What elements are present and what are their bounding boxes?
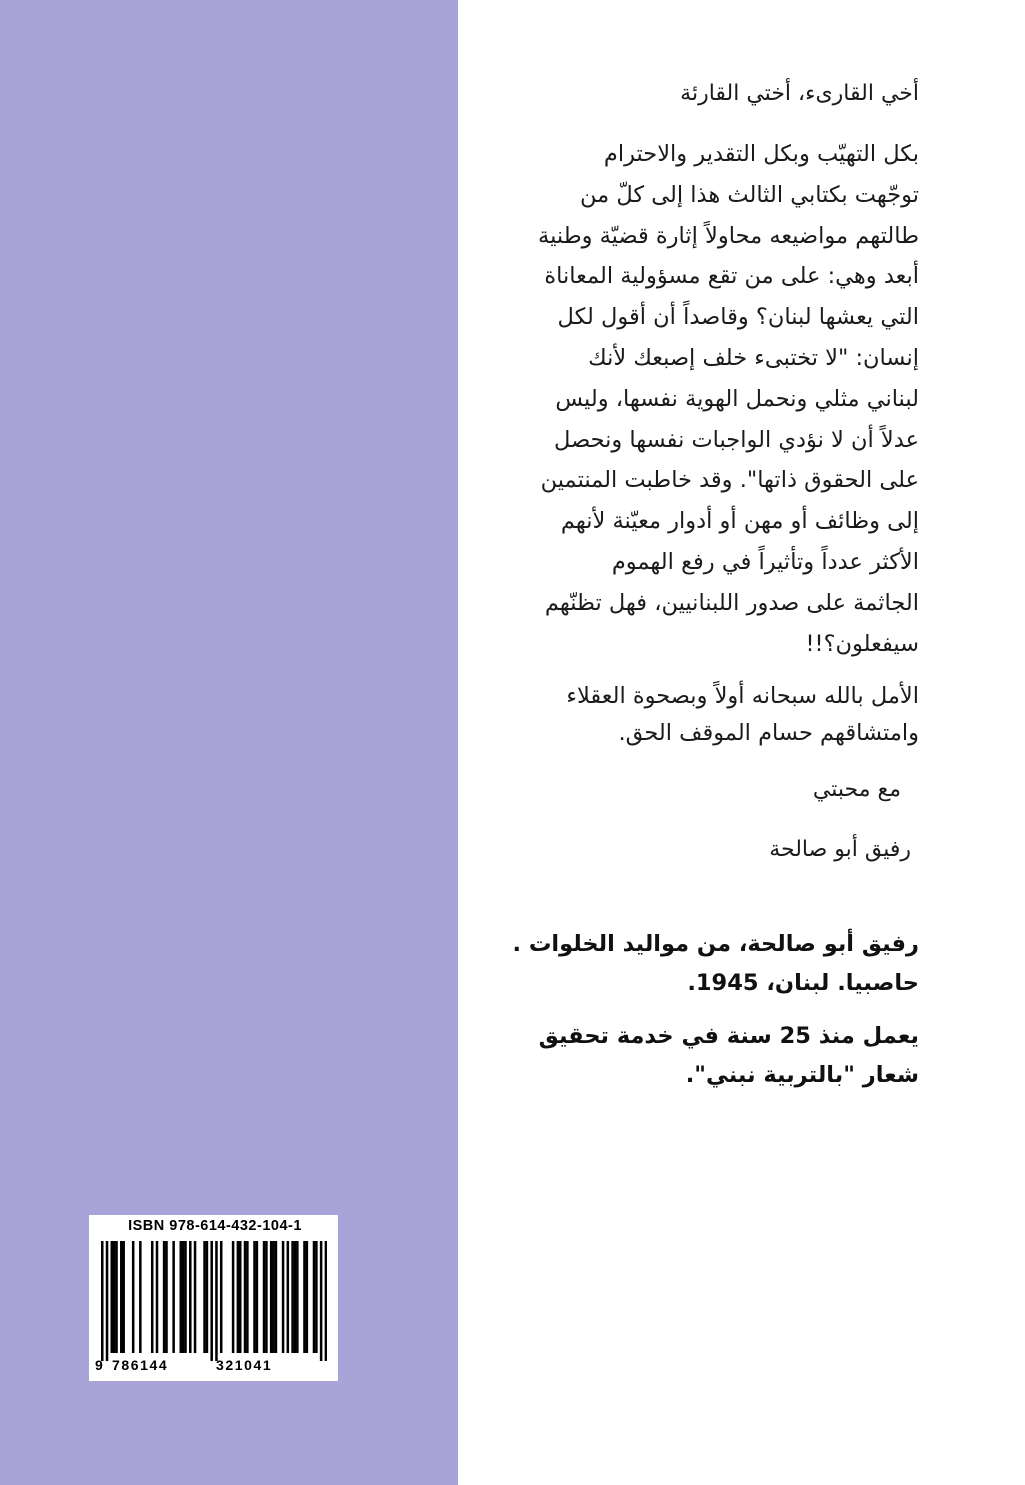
message-line: سيفعلون؟!! — [805, 630, 919, 657]
message-line: التي يعشها لبنان؟ وقاصداً أن أقول لكل — [557, 304, 919, 331]
barcode-bar — [246, 1241, 249, 1353]
hope-paragraph — [478, 678, 919, 752]
barcode-bar — [220, 1241, 223, 1353]
closing-line: مع محبتي — [812, 777, 901, 803]
barcode-bar — [263, 1241, 266, 1353]
barcode-bar — [203, 1241, 206, 1353]
barcode-bar — [296, 1241, 299, 1353]
message-line: عدلاً أن لا نؤدي الواجبات نفسها ونحصل — [554, 426, 919, 453]
barcode-bars — [101, 1241, 327, 1361]
barcode-bar — [113, 1241, 116, 1353]
barcode-bar — [282, 1241, 285, 1353]
barcode-bar — [232, 1241, 235, 1353]
barcode-bar — [315, 1241, 318, 1353]
message-line: إنسان: "لا تختبىء خلف إصبعك لأنك — [588, 344, 919, 371]
barcode-bar — [239, 1241, 242, 1353]
barcode-bar — [165, 1241, 168, 1353]
barcode-bar — [215, 1241, 218, 1361]
barcode-bar — [253, 1241, 256, 1353]
barcode-bar — [272, 1241, 275, 1353]
bio-paragraph — [478, 1017, 919, 1095]
message-line: الأكثر عدداً وتأثيراً في رفع الهموم — [611, 548, 919, 575]
ean-first-digit: 9 — [95, 1357, 103, 1373]
barcode-bar — [106, 1241, 109, 1361]
message-line: طالتهم مواضيعه محاولاً إثارة قضيّة وطنية — [538, 222, 919, 249]
barcode-bar — [306, 1241, 309, 1353]
barcode-bar — [172, 1241, 175, 1353]
barcode-bar — [206, 1241, 209, 1353]
message-line: بكل التهيّب وبكل التقدير والاحترام — [603, 141, 919, 167]
message-line: توجّهت بكتابي الثالث هذا إلى كلّ من — [580, 181, 919, 208]
hope-line: وامتشاقهم حسام الموقف الحق. — [618, 720, 919, 747]
barcode-bar — [256, 1241, 259, 1353]
barcode-bar — [194, 1241, 197, 1353]
bio-line: يعمل منذ 25 سنة في خدمة تحقيق — [538, 1023, 919, 1049]
barcode-bar — [244, 1241, 247, 1353]
barcode-bar — [101, 1241, 104, 1361]
message-line: الجاثمة على صدور اللبنانيين، فهل تظنّهم — [544, 589, 919, 616]
bio-line: رفيق أبو صالحة، من مواليد الخلوات . — [512, 931, 919, 957]
ean-right-group: 321041 — [216, 1357, 273, 1373]
author-bio — [478, 925, 919, 1109]
barcode-bar — [156, 1241, 159, 1353]
message-line: لبناني مثلي ونحمل الهوية نفسها، وليس — [555, 385, 919, 412]
barcode-bar — [163, 1241, 166, 1353]
barcode-bar — [313, 1241, 316, 1353]
ean-left-group: 786144 — [112, 1357, 169, 1373]
bio-line: شعار "بالتربية نبني". — [685, 1062, 919, 1088]
barcode-bar — [303, 1241, 306, 1353]
isbn-label: ISBN 978-614-432-104-1 — [128, 1218, 302, 1234]
ean-digits — [95, 1357, 335, 1377]
author-signature: رفيق أبو صالحة — [769, 837, 911, 863]
barcode-bar — [180, 1241, 183, 1353]
bio-line: حاصبيا. لبنان، 1945. — [687, 970, 919, 996]
barcode-bar — [189, 1241, 192, 1353]
barcode-bar — [115, 1241, 118, 1353]
barcode-bar — [210, 1241, 213, 1361]
message-line: أبعد وهي: على من تقع مسؤولية المعاناة — [544, 263, 919, 290]
barcode-bar — [275, 1241, 278, 1353]
barcode-bar — [151, 1241, 154, 1353]
author-message — [478, 62, 919, 870]
hope-line: الأمل بالله سبحانه أولاً وبصحوة العقلاء — [566, 683, 919, 710]
barcode-bar — [182, 1241, 185, 1353]
bio-paragraph — [478, 925, 919, 1003]
barcode-bar — [287, 1241, 290, 1353]
barcode-bar — [265, 1241, 268, 1353]
barcode-bar — [184, 1241, 187, 1353]
message-line: إلى وظائف أو مهن أو أدوار معيّنة لأنهم — [560, 508, 919, 535]
isbn-barcode — [89, 1215, 338, 1381]
barcode-bar — [139, 1241, 142, 1353]
barcode-bar — [294, 1241, 297, 1353]
message-line: على الحقوق ذاتها". وقد خاطبت المنتمين — [540, 467, 919, 494]
message-paragraph — [478, 134, 919, 664]
greeting-line: أخي القارىء، أختي القارئة — [680, 81, 919, 106]
barcode-bar — [270, 1241, 273, 1353]
barcode-bar — [320, 1241, 323, 1361]
barcode-bar — [291, 1241, 294, 1353]
barcode-bar — [111, 1241, 114, 1353]
barcode-bar — [325, 1241, 327, 1361]
barcode-bar — [122, 1241, 125, 1353]
barcode-bar — [237, 1241, 240, 1353]
barcode-bar — [120, 1241, 123, 1353]
barcode-bar — [132, 1241, 135, 1353]
